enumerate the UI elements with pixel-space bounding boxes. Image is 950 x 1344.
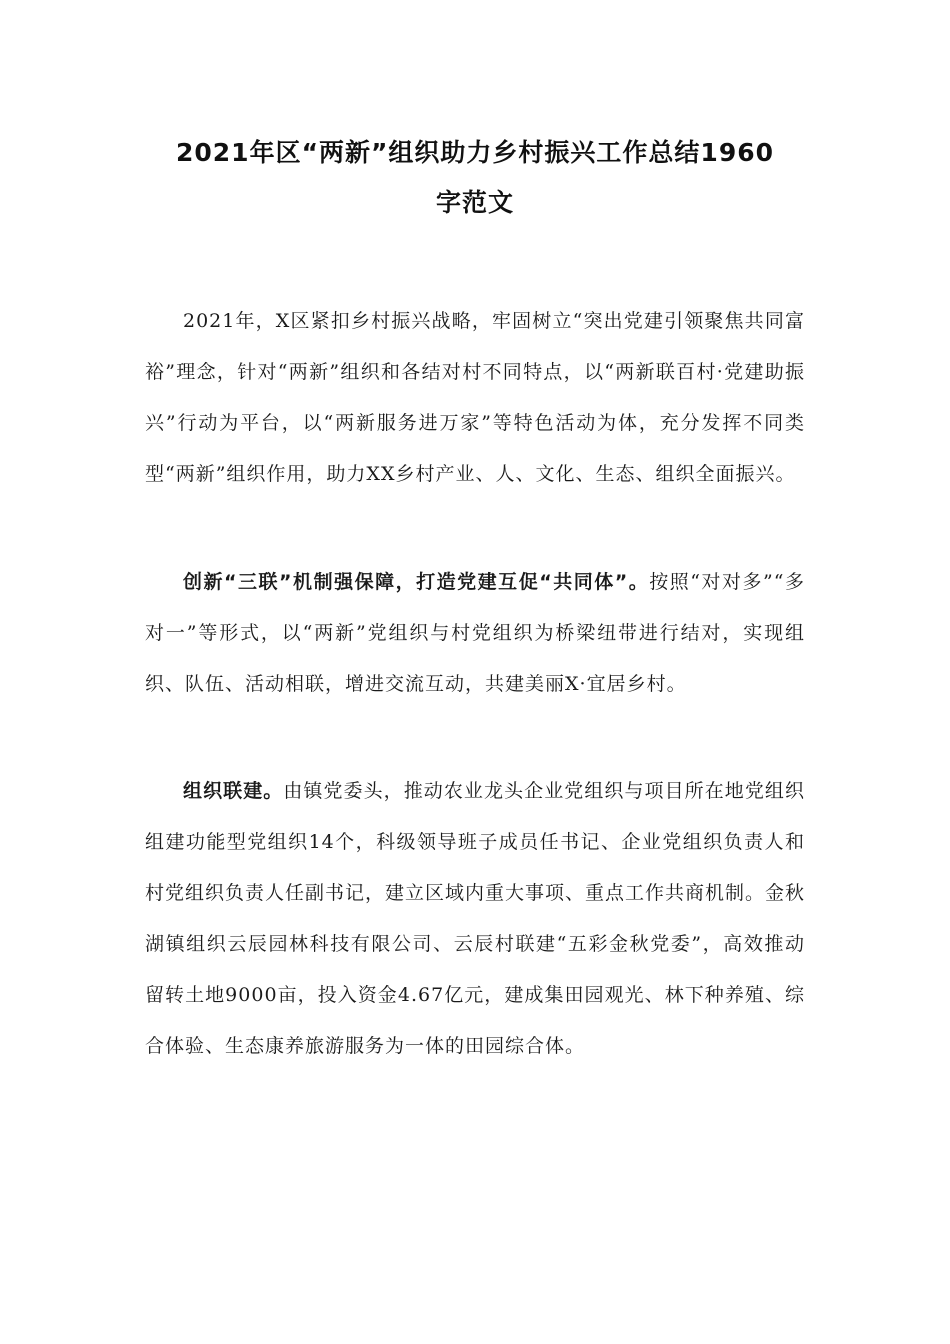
paragraph-organization-text: 由镇党委头，推动农业龙头企业党组织与项目所在地党组织组建功能型党组织14个，科级领导班子成员任书记、企业党组织负责人和村党组织负责人任副书记，建立区域内重大事项、重点工作共商机制。金秋湖镇组织云辰园林科技有限公司、云辰村联建“五彩金秋党委”，高效推动留转土地9000亩，投入资金4.67亿元，建成集田园观光、林下种养殖、综合体验、生态康养旅游服务为一体的田园综合体。 [145, 780, 806, 1057]
document-title [145, 128, 805, 228]
paragraph-mechanism-heading: 创新“三联”机制强保障，打造党建互促“共同体”。 [183, 571, 650, 593]
paragraph-intro [145, 296, 805, 500]
title-line-2: 字范文 [435, 188, 514, 217]
document-page [145, 128, 805, 1072]
paragraph-mechanism [145, 557, 805, 710]
paragraph-organization-heading: 组织联建。 [183, 780, 284, 802]
paragraph-intro-text: 2021年，X区紧扣乡村振兴战略，牢固树立“突出党建引领聚焦共同富裕”理念，针对“两新”组织和各结对村不同特点，以“两新联百村·党建助振兴”行动为平台，以“两新服务进万家”等特色活动为体，充分发挥不同类型“两新”组织作用，助力XX乡村产业、人、文化、生态、组织全面振兴。 [145, 310, 805, 485]
paragraph-mechanism-text: 按照“对对多”“多对一”等形式，以“两新”党组织与村党组织为桥梁纽带进行结对，实现组织、队伍、活动相联，增进交流互动，共建美丽X·宜居乡村。 [145, 571, 805, 695]
title-line-1: 2021年区“两新”组织助力乡村振兴工作总结1960 [175, 138, 775, 167]
paragraph-organization [145, 766, 805, 1072]
